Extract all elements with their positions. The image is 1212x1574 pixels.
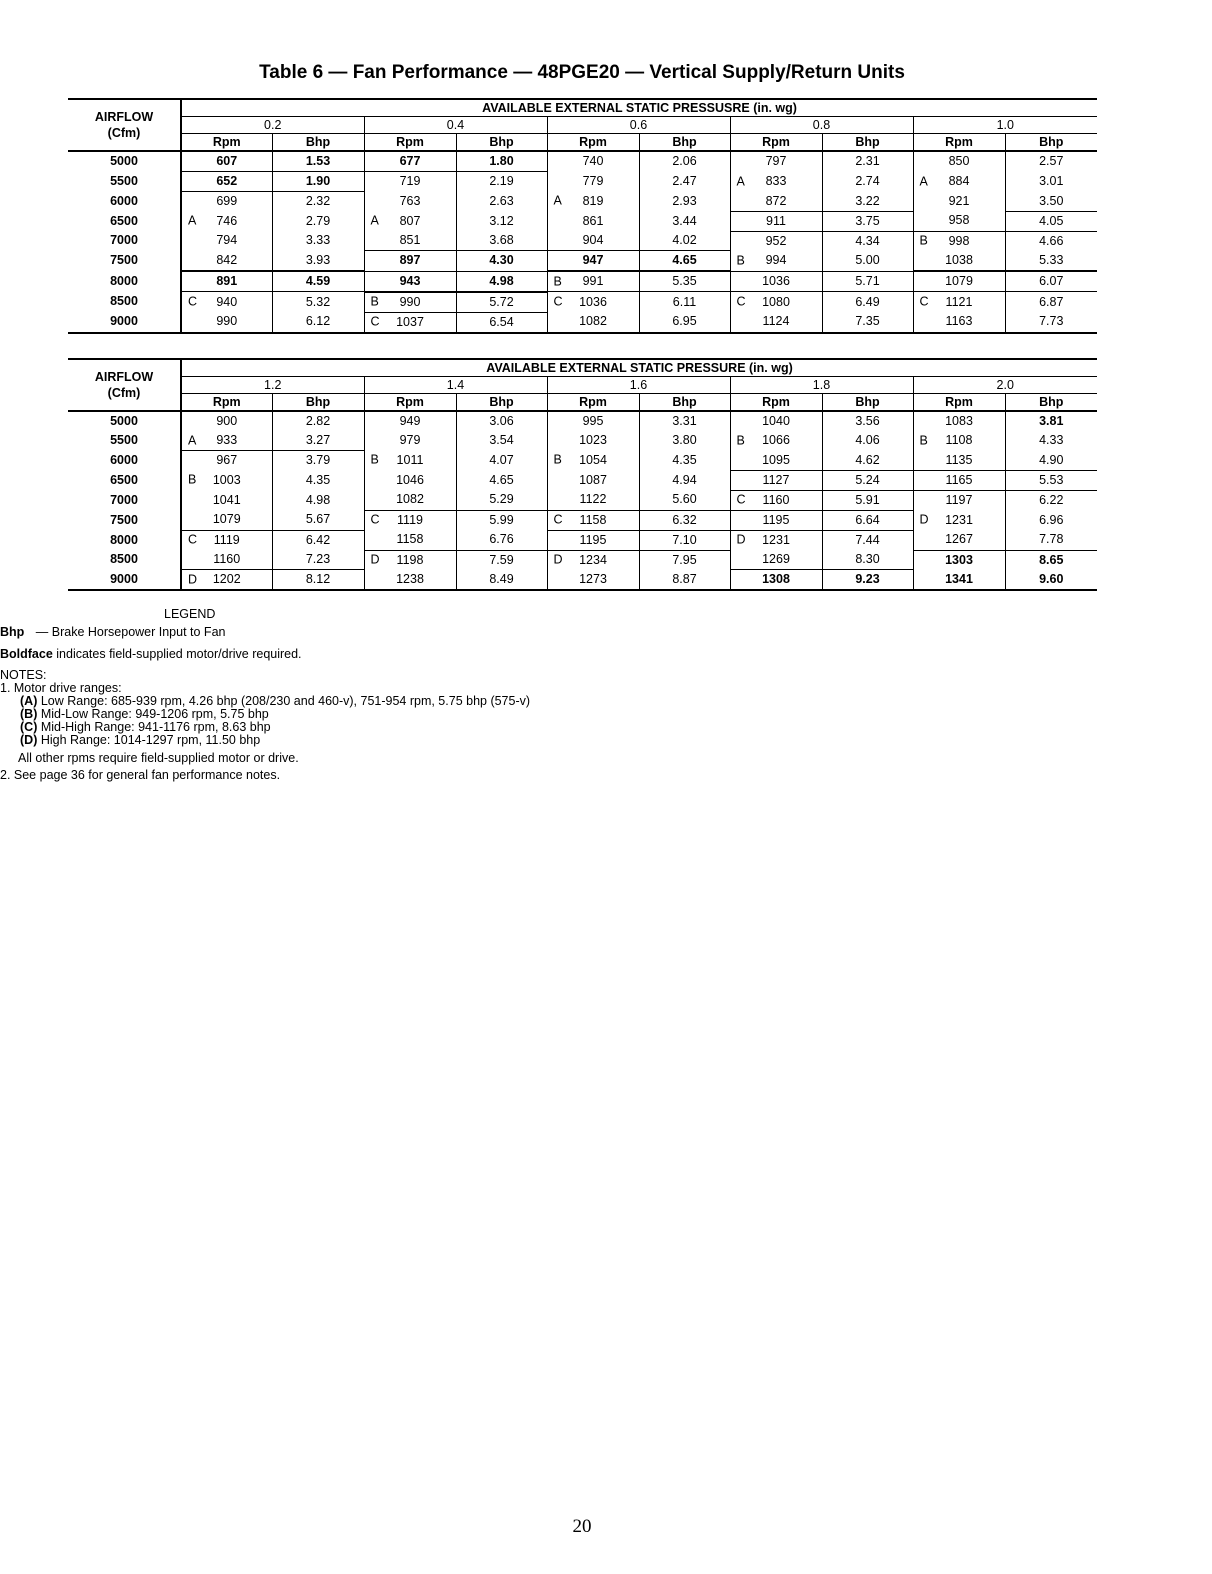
pressure-value: 0.6 bbox=[547, 117, 730, 134]
drive-range-b: B bbox=[370, 452, 379, 467]
table-row: 7000 1041 4.98 1082 5.29 1122 5.60 C 1160 5.91 1197 6.22 bbox=[68, 490, 1097, 510]
pressure-value: 1.6 bbox=[547, 377, 730, 394]
range-c: (C) Mid-High Range: 941-1176 rpm, 8.63 bhp bbox=[20, 720, 271, 734]
table-row: 5500 652 1.90 719 2.19 779 2.47 A 833 2.74 A 884 3.01 bbox=[68, 172, 1097, 192]
drive-range-a: A bbox=[553, 193, 562, 208]
drive-range-c: C bbox=[553, 512, 563, 527]
drive-range-b: B bbox=[553, 452, 562, 467]
table-row: 6500 A 746 2.79 A 807 3.12 861 3.44 911 3.75 958 4.05 bbox=[68, 211, 1097, 231]
table-row: 7500 842 3.93 897 4.30 947 4.65 B 994 5.00 1038 5.33 bbox=[68, 251, 1097, 272]
drive-range-c: C bbox=[553, 294, 563, 309]
pressure-value: 1.8 bbox=[730, 377, 913, 394]
airflow-header: AIRFLOW (Cfm) bbox=[68, 99, 181, 151]
drive-range-c: C bbox=[370, 314, 380, 329]
table-row: 6000 967 3.79 B 1011 4.07 B 1054 4.35 1095 4.62 1135 4.90 bbox=[68, 451, 1097, 471]
notes-title: NOTES: bbox=[0, 668, 47, 682]
col-rpm: Rpm bbox=[181, 134, 272, 152]
drive-range-a: A bbox=[188, 433, 197, 447]
range-a: (A) Low Range: 685-939 rpm, 4.26 bhp (208/230 and 460-v), 751-954 rpm, 5.75 bhp (575-v) bbox=[20, 694, 531, 708]
range-b: (B) Mid-Low Range: 949-1206 rpm, 5.75 bhp bbox=[20, 707, 269, 721]
col-rpm: Rpm bbox=[181, 394, 272, 412]
pressure-header: AVAILABLE EXTERNAL STATIC PRESSUSRE (in. wg) bbox=[181, 99, 1097, 117]
pressure-value: 0.2 bbox=[181, 117, 364, 134]
table-row: 8000 891 4.59 943 4.98 B 991 5.35 1036 5.71 1079 6.07 bbox=[68, 271, 1097, 292]
col-bhp: Bhp bbox=[1005, 134, 1097, 152]
drive-range-b: B bbox=[919, 433, 928, 448]
drive-range-a: A bbox=[188, 213, 197, 228]
table-row: 8500 C 940 5.32 B 990 5.72 C 1036 6.11 C 1080 6.49 C 1121 6.87 bbox=[68, 292, 1097, 313]
table-row: 5000 607 1.53 677 1.80 740 2.06 797 2.31 850 2.57 bbox=[68, 151, 1097, 172]
fan-performance-table-high bbox=[68, 358, 1097, 591]
table-row: 6000 699 2.32 763 2.63 A 819 2.93 872 3.22 921 3.50 bbox=[68, 192, 1097, 212]
page-number: 20 bbox=[572, 1516, 592, 1537]
table-row: 5500 A 933 3.27 979 3.54 1023 3.80 B 1066 4.06 B 1108 4.33 bbox=[68, 431, 1097, 451]
note-2: 2. See page 36 for general fan performance notes. bbox=[0, 768, 281, 782]
drive-range-d: D bbox=[370, 552, 380, 567]
fan-performance-table-low bbox=[68, 98, 1097, 334]
drive-range-c: C bbox=[188, 532, 198, 547]
pressure-value: 1.4 bbox=[364, 377, 547, 394]
pressure-value: 0.8 bbox=[730, 117, 913, 134]
drive-range-c: C bbox=[370, 512, 380, 527]
drive-range-c: C bbox=[919, 294, 929, 309]
col-rpm: Rpm bbox=[913, 394, 1005, 412]
drive-range-d: D bbox=[188, 572, 198, 586]
pressure-header: AVAILABLE EXTERNAL STATIC PRESSURE (in. wg) bbox=[181, 359, 1097, 377]
drive-range-b: B bbox=[553, 274, 562, 288]
drive-range-b: B bbox=[370, 294, 379, 309]
drive-range-c: C bbox=[736, 294, 746, 309]
drive-range-d: D bbox=[736, 532, 746, 547]
col-bhp: Bhp bbox=[272, 134, 364, 152]
drive-range-a: A bbox=[736, 174, 745, 188]
legend-boldface: Boldface indicates field-supplied motor/drive required. bbox=[0, 647, 302, 661]
drive-range-b: B bbox=[736, 253, 745, 267]
drive-range-d: D bbox=[553, 552, 563, 567]
drive-range-a: A bbox=[919, 174, 928, 188]
note-other: All other rpms require field-supplied motor or drive. bbox=[18, 751, 299, 765]
drive-range-c: C bbox=[188, 294, 198, 309]
legend-notes bbox=[0, 607, 768, 782]
drive-range-b: B bbox=[188, 472, 197, 487]
drive-range-d: D bbox=[919, 512, 929, 527]
col-rpm: Rpm bbox=[547, 134, 639, 152]
col-bhp: Bhp bbox=[1005, 394, 1097, 412]
col-rpm: Rpm bbox=[913, 134, 1005, 152]
col-bhp: Bhp bbox=[822, 134, 913, 152]
col-rpm: Rpm bbox=[730, 134, 822, 152]
col-bhp: Bhp bbox=[456, 134, 547, 152]
drive-range-b: B bbox=[919, 233, 928, 248]
drive-range-c: C bbox=[736, 492, 746, 507]
table-row: 5000 900 2.82 949 3.06 995 3.31 1040 3.56 1083 3.81 bbox=[68, 411, 1097, 431]
pressure-value: 1.0 bbox=[913, 117, 1097, 134]
table-row: 8000 C 1119 6.42 1158 6.76 1195 7.10 D 1231 7.44 1267 7.78 bbox=[68, 530, 1097, 550]
airflow-header: AIRFLOW (Cfm) bbox=[68, 359, 181, 411]
col-rpm: Rpm bbox=[364, 134, 456, 152]
table-row: 6500 B 1003 4.35 1046 4.65 1087 4.94 1127 5.24 1165 5.53 bbox=[68, 470, 1097, 490]
col-rpm: Rpm bbox=[547, 394, 639, 412]
table-row: 8500 1160 7.23 D 1198 7.59 D 1234 7.95 1269 8.30 1303 8.65 bbox=[68, 550, 1097, 570]
table-row: 7000 794 3.33 851 3.68 904 4.02 952 4.34 B 998 4.66 bbox=[68, 231, 1097, 251]
pressure-value: 2.0 bbox=[913, 377, 1097, 394]
table-row: 9000 D 1202 8.12 1238 8.49 1273 8.87 1308 9.23 1341 9.60 bbox=[68, 570, 1097, 591]
note-1: 1. Motor drive ranges: bbox=[0, 681, 122, 695]
legend-bhp: Bhp — Brake Horsepower Input to Fan bbox=[0, 625, 226, 639]
col-bhp: Bhp bbox=[272, 394, 364, 412]
range-d: (D) High Range: 1014-1297 rpm, 11.50 bhp bbox=[20, 733, 261, 747]
drive-range-a: A bbox=[370, 213, 379, 228]
table-title: Table 6 — Fan Performance — 48PGE20 — Vertical Supply/Return Units bbox=[259, 62, 905, 83]
col-bhp: Bhp bbox=[639, 394, 730, 412]
pressure-value: 1.2 bbox=[181, 377, 364, 394]
col-bhp: Bhp bbox=[456, 394, 547, 412]
table-row: 7500 1079 5.67 C 1119 5.99 C 1158 6.32 1195 6.64 D 1231 6.96 bbox=[68, 510, 1097, 530]
drive-range-b: B bbox=[736, 433, 745, 448]
table-row: 9000 990 6.12 C 1037 6.54 1082 6.95 1124 7.35 1163 7.73 bbox=[68, 312, 1097, 333]
col-rpm: Rpm bbox=[730, 394, 822, 412]
col-bhp: Bhp bbox=[639, 134, 730, 152]
col-rpm: Rpm bbox=[364, 394, 456, 412]
col-bhp: Bhp bbox=[822, 394, 913, 412]
legend-heading: LEGEND bbox=[164, 607, 216, 621]
pressure-value: 0.4 bbox=[364, 117, 547, 134]
